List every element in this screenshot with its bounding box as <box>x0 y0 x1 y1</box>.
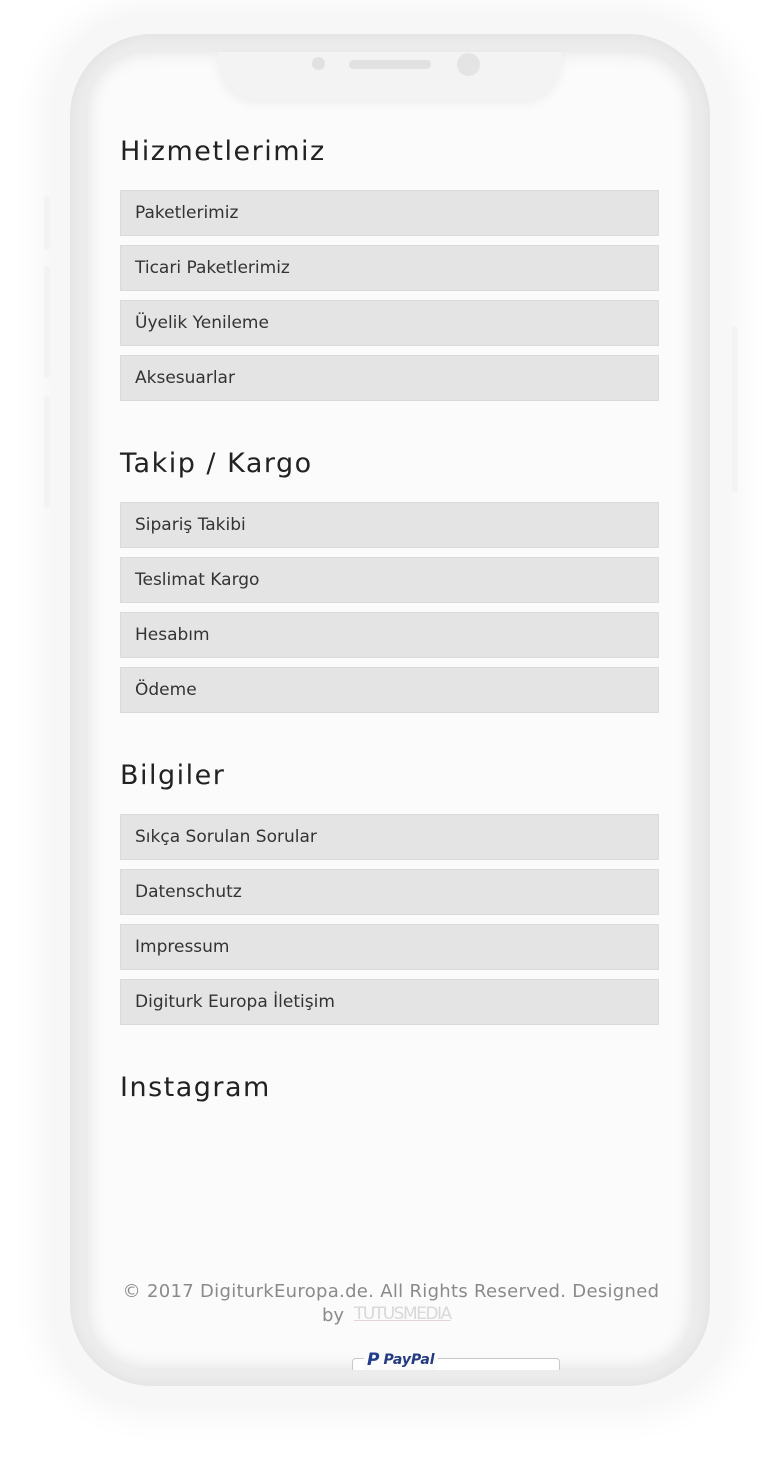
menu-item-iletisim[interactable]: Digiturk Europa İletişim <box>120 979 659 1025</box>
paypal-mark-icon: P <box>367 1350 380 1370</box>
section-title-instagram: Instagram <box>120 1072 271 1103</box>
earpiece-speaker <box>349 60 431 69</box>
section-title-hizmetlerimiz: Hizmetlerimiz <box>120 136 326 167</box>
phone-power-button <box>732 326 738 492</box>
phone-notch <box>218 52 562 100</box>
front-camera <box>457 53 480 76</box>
copyright-text: © 2017 DigiturkEuropa.de. All Rights Reserved. Designed <box>122 1281 660 1302</box>
menu-item-ticari-paketlerimiz[interactable]: Ticari Paketlerimiz <box>120 245 659 291</box>
menu-item-paketlerimiz[interactable]: Paketlerimiz <box>120 190 659 236</box>
paypal-wordmark: PayPal <box>383 1352 435 1368</box>
designed-by-label: by <box>322 1305 345 1326</box>
menu-item-siparis-takibi[interactable]: Sipariş Takibi <box>120 502 659 548</box>
proximity-sensor-dot <box>312 57 325 70</box>
menu-item-impressum[interactable]: Impressum <box>120 924 659 970</box>
menu-item-aksesuarlar[interactable]: Aksesuarlar <box>120 355 659 401</box>
section-title-takip-kargo: Takip / Kargo <box>120 448 313 479</box>
designer-logo-link[interactable]: TUTUSMEDIA <box>354 1304 451 1324</box>
paypal-logo <box>364 1349 438 1370</box>
menu-item-sss[interactable]: Sıkça Sorulan Sorular <box>120 814 659 860</box>
phone-volume-down-button <box>44 396 50 508</box>
phone-volume-up-button <box>44 266 50 378</box>
menu-item-datenschutz[interactable]: Datenschutz <box>120 869 659 915</box>
menu-item-uyelik-yenileme[interactable]: Üyelik Yenileme <box>120 300 659 346</box>
phone-mute-switch <box>44 196 50 250</box>
menu-item-odeme[interactable]: Ödeme <box>120 667 659 713</box>
paypal-badge <box>352 1348 562 1370</box>
menu-item-hesabim[interactable]: Hesabım <box>120 612 659 658</box>
section-title-bilgiler: Bilgiler <box>120 760 226 791</box>
menu-item-teslimat-kargo[interactable]: Teslimat Kargo <box>120 557 659 603</box>
